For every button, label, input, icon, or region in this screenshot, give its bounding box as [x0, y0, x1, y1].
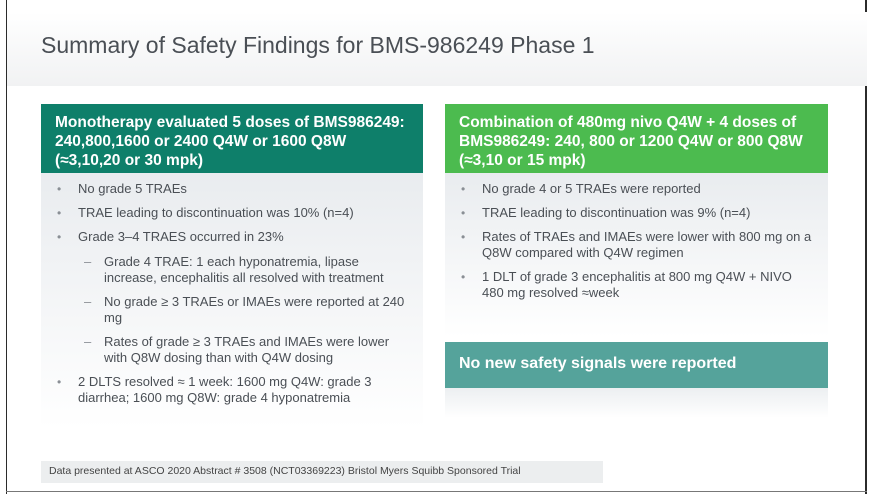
bullet-item: • 2 DLTS resolved ≈ 1 week: 1600 mg Q4W: grade 3 diarrhea; 1600 mg Q8W: grade 4 hyponatremia	[57, 374, 411, 406]
monotherapy-panel-body	[41, 173, 423, 429]
sub-bullet-item: – Rates of grade ≥ 3 TRAEs and IMAEs were lower with Q8W dosing than with Q4W dosing	[78, 334, 411, 366]
sub-bullet-item: – No grade ≥ 3 TRAEs or IMAEs were reported at 240 mg	[78, 294, 411, 326]
slide-title: Summary of Safety Findings for BMS-986249 Phase 1	[41, 32, 595, 58]
combination-panel-header: Combination of 480mg nivo Q4W + 4 doses of BMS986249: 240, 800 or 1200 Q4W or 800 Q8W (≈3,10 or 15 mpk)	[445, 104, 828, 173]
monotherapy-panel-header: Monotherapy evaluated 5 doses of BMS986249: 240,800,1600 or 2400 Q4W or 1600 Q8W (≈3,10,20 or 30 mpk)	[41, 104, 423, 173]
combination-panel-body	[445, 173, 828, 337]
bullet-item: • 1 DLT of grade 3 encephalitis at 800 mg Q4W + NIVO 480 mg resolved ≈week	[461, 269, 816, 301]
monotherapy-panel	[41, 104, 423, 429]
bullet-item: • TRAE leading to discontinuation was 9% (n=4)	[461, 205, 816, 221]
bullet-item	[57, 229, 411, 366]
combination-bullet-list	[461, 181, 816, 301]
bullet-item: • No grade 5 TRAEs	[57, 181, 411, 197]
frame-bottom-border	[6, 491, 867, 492]
monotherapy-bullet-list	[57, 181, 411, 406]
sub-bullet-item: – Grade 4 TRAE: 1 each hyponatremia, lipase increase, encephalitis all resolved with treatment	[78, 254, 411, 286]
combination-panel	[445, 104, 828, 337]
bullet-item: • TRAE leading to discontinuation was 10% (n=4)	[57, 205, 411, 221]
sub-bullet-list	[78, 254, 411, 366]
safety-signals-banner: No new safety signals were reported	[445, 342, 828, 388]
bullet-item: • No grade 4 or 5 TRAEs were reported	[461, 181, 816, 197]
bullet-item: • Rates of TRAEs and IMAEs were lower with 800 mg on a Q8W compared with Q4W regimen	[461, 229, 816, 261]
bullet-text: Grade 3–4 TRAES occurred in 23%	[78, 229, 284, 244]
source-footnote: Data presented at ASCO 2020 Abstract # 3508 (NCT03369223) Bristol Myers Squibb Sponsored Trial	[41, 461, 603, 483]
banner-shadow	[445, 388, 828, 418]
